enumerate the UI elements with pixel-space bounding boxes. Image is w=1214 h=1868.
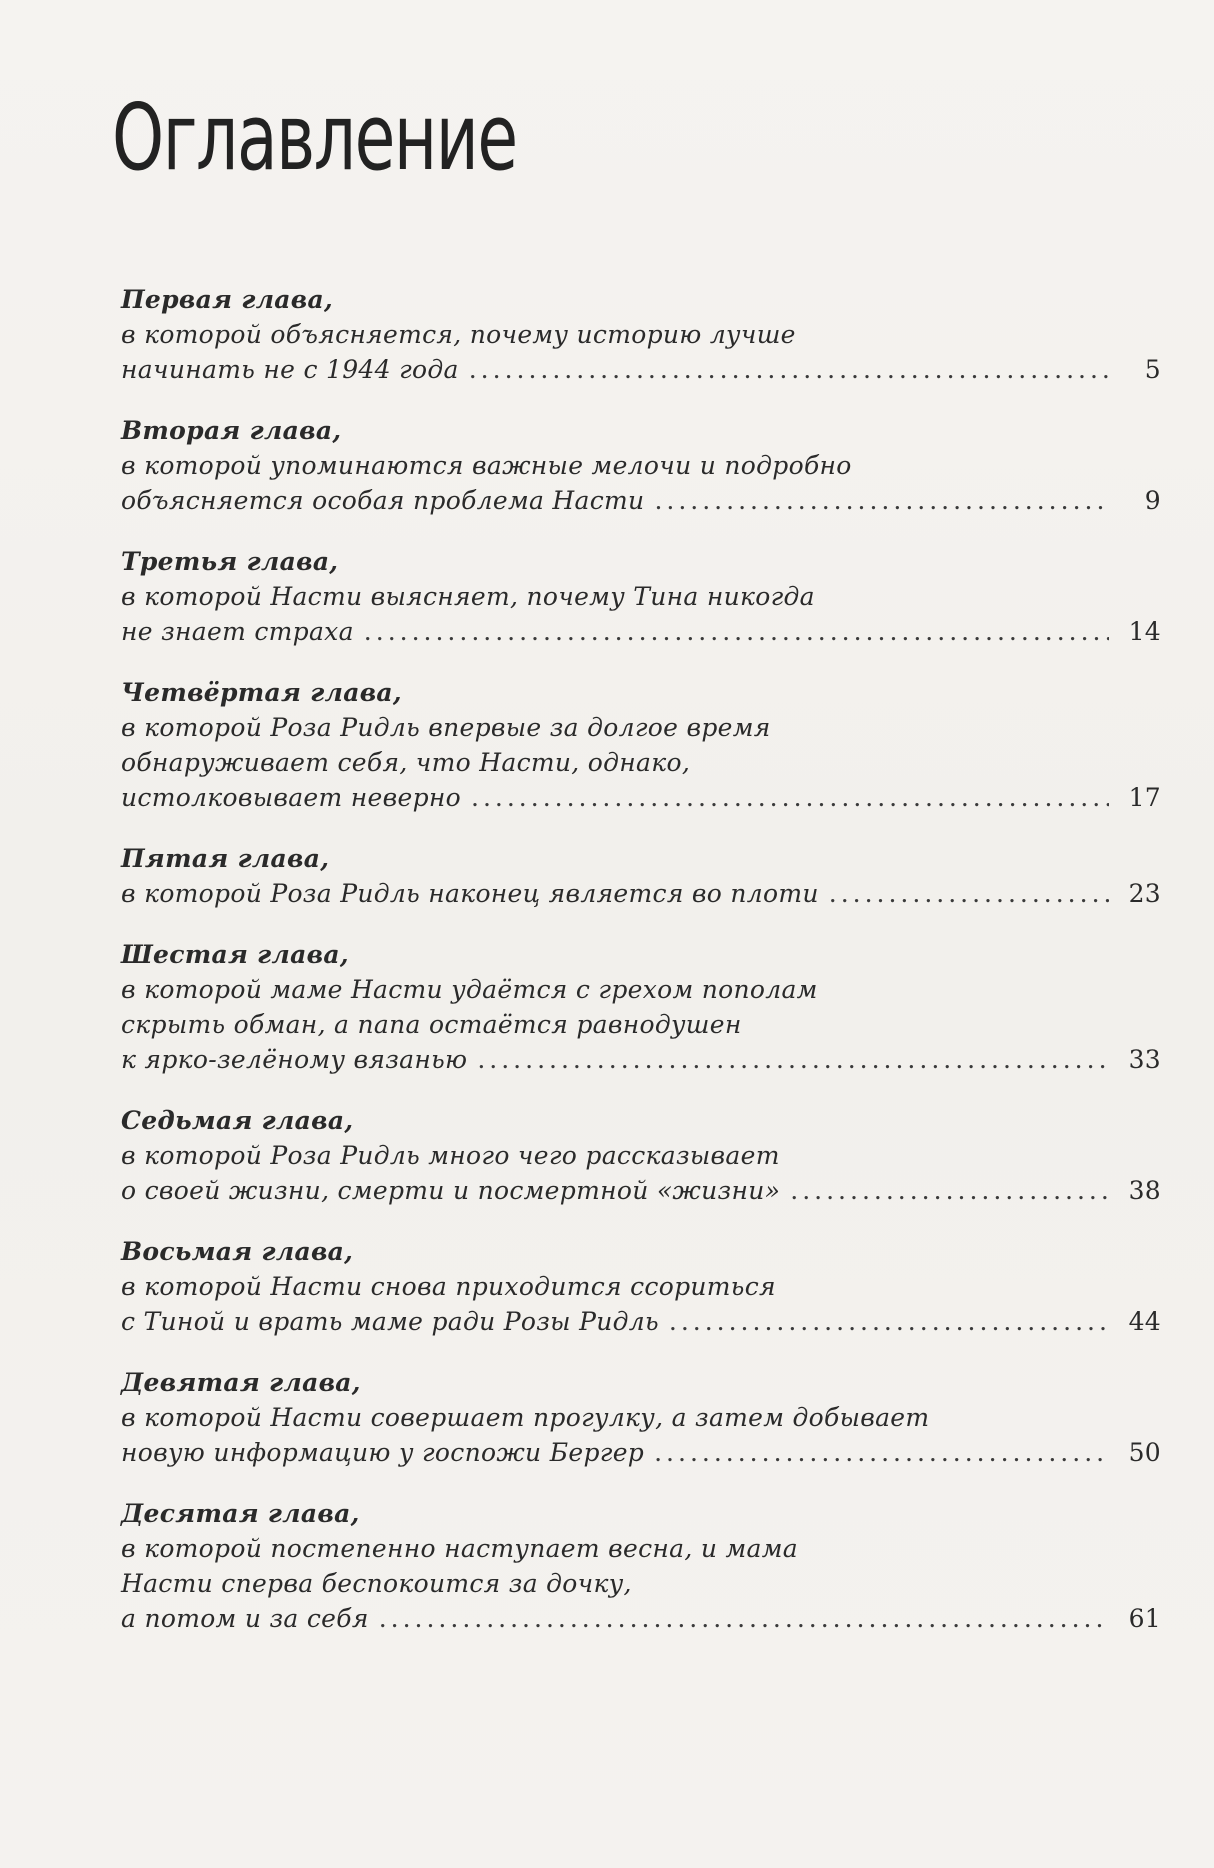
page-number: 33	[1128, 1045, 1161, 1074]
chapter-title: Первая глава,	[121, 285, 334, 314]
chapter-description: в которой Роза Ридль наконец является во плоти	[121, 879, 819, 908]
chapter-last-line	[121, 352, 1161, 387]
chapter-description: о своей жизни, смерти и посмертной «жизни»	[121, 1176, 781, 1205]
chapter-title: Шестая глава,	[121, 940, 349, 969]
chapter-last-line	[121, 1435, 1161, 1470]
toc-entry[interactable]	[121, 1103, 1161, 1208]
page-number: 17	[1128, 783, 1161, 812]
toc-entry[interactable]	[121, 1496, 1161, 1636]
chapter-description: новую информацию у госпожи Бергер	[121, 1438, 645, 1467]
chapter-last-line	[121, 1042, 1161, 1077]
chapter-last-line	[121, 1173, 1161, 1208]
dot-leader	[471, 780, 1109, 815]
dot-leader	[364, 614, 1109, 649]
chapter-title: Пятая глава,	[121, 844, 330, 873]
page-number: 61	[1128, 1604, 1161, 1633]
page-number: 38	[1128, 1176, 1161, 1205]
chapter-last-line	[121, 483, 1161, 518]
page-number: 14	[1128, 617, 1161, 646]
dot-leader	[654, 483, 1109, 518]
chapter-title: Десятая глава,	[121, 1499, 360, 1528]
chapter-title: Девятая глава,	[121, 1368, 361, 1397]
chapter-last-line	[121, 1601, 1161, 1636]
chapter-description: с Тиной и врать маме ради Розы Ридль	[121, 1307, 659, 1336]
chapter-last-line	[121, 876, 1161, 911]
chapter-description: а потом и за себя	[121, 1604, 369, 1633]
chapter-title: Восьмая глава,	[121, 1237, 354, 1266]
toc-entry[interactable]	[121, 544, 1161, 649]
page-number: 44	[1128, 1307, 1161, 1336]
chapter-last-line	[121, 780, 1161, 815]
toc-entry[interactable]	[121, 841, 1161, 911]
chapter-description: в которой Насти снова приходится ссориться	[121, 1272, 776, 1301]
chapter-description: в которой постепенно наступает весна, и мама	[121, 1534, 798, 1563]
page-number: 23	[1128, 879, 1161, 908]
chapter-title: Седьмая глава,	[121, 1106, 354, 1135]
chapter-last-line	[121, 614, 1161, 649]
dot-leader	[469, 352, 1109, 387]
dot-leader	[379, 1601, 1109, 1636]
toc-entry[interactable]	[121, 1234, 1161, 1339]
dot-leader	[669, 1304, 1109, 1339]
toc-entry[interactable]	[121, 1365, 1161, 1470]
chapter-description: объясняется особая проблема Насти	[121, 486, 645, 515]
chapter-title: Вторая глава,	[121, 416, 342, 445]
toc-entry[interactable]	[121, 282, 1161, 387]
chapter-description: в которой объясняется, почему историю лучше	[121, 320, 796, 349]
page-number: 9	[1144, 486, 1161, 515]
chapter-title: Третья глава,	[121, 547, 339, 576]
dot-leader	[654, 1435, 1109, 1470]
page-number: 50	[1128, 1438, 1161, 1467]
chapter-description: в которой Насти совершает прогулку, а затем добывает	[121, 1403, 930, 1432]
chapter-description: обнаруживает себя, что Насти, однако,	[121, 748, 691, 777]
dot-leader	[790, 1173, 1109, 1208]
chapter-title: Четвёртая глава,	[121, 678, 402, 707]
toc-entry[interactable]	[121, 675, 1161, 815]
chapter-description: скрыть обман, а папа остаётся равнодушен	[121, 1010, 742, 1039]
table-of-contents	[121, 282, 1161, 1662]
chapter-description: к ярко-зелёному вязанью	[121, 1045, 468, 1074]
chapter-last-line	[121, 1304, 1161, 1339]
chapter-description: не знает страха	[121, 617, 354, 646]
chapter-description: в которой Насти выясняет, почему Тина никогда	[121, 582, 815, 611]
chapter-description: в которой Роза Ридль много чего рассказывает	[121, 1141, 780, 1170]
toc-entry[interactable]	[121, 937, 1161, 1077]
page-number: 5	[1144, 355, 1161, 384]
chapter-description: истолковывает неверно	[121, 783, 462, 812]
chapter-description: в которой упоминаются важные мелочи и подробно	[121, 451, 852, 480]
chapter-description: в которой Роза Ридль впервые за долгое время	[121, 713, 771, 742]
dot-leader	[477, 1042, 1109, 1077]
chapter-description: начинать не с 1944 года	[121, 355, 459, 384]
chapter-description: Насти сперва беспокоится за дочку,	[121, 1569, 632, 1598]
chapter-description: в которой маме Насти удаётся с грехом пополам	[121, 975, 818, 1004]
toc-entry[interactable]	[121, 413, 1161, 518]
page-title: Оглавление	[112, 84, 517, 191]
dot-leader	[829, 876, 1109, 911]
